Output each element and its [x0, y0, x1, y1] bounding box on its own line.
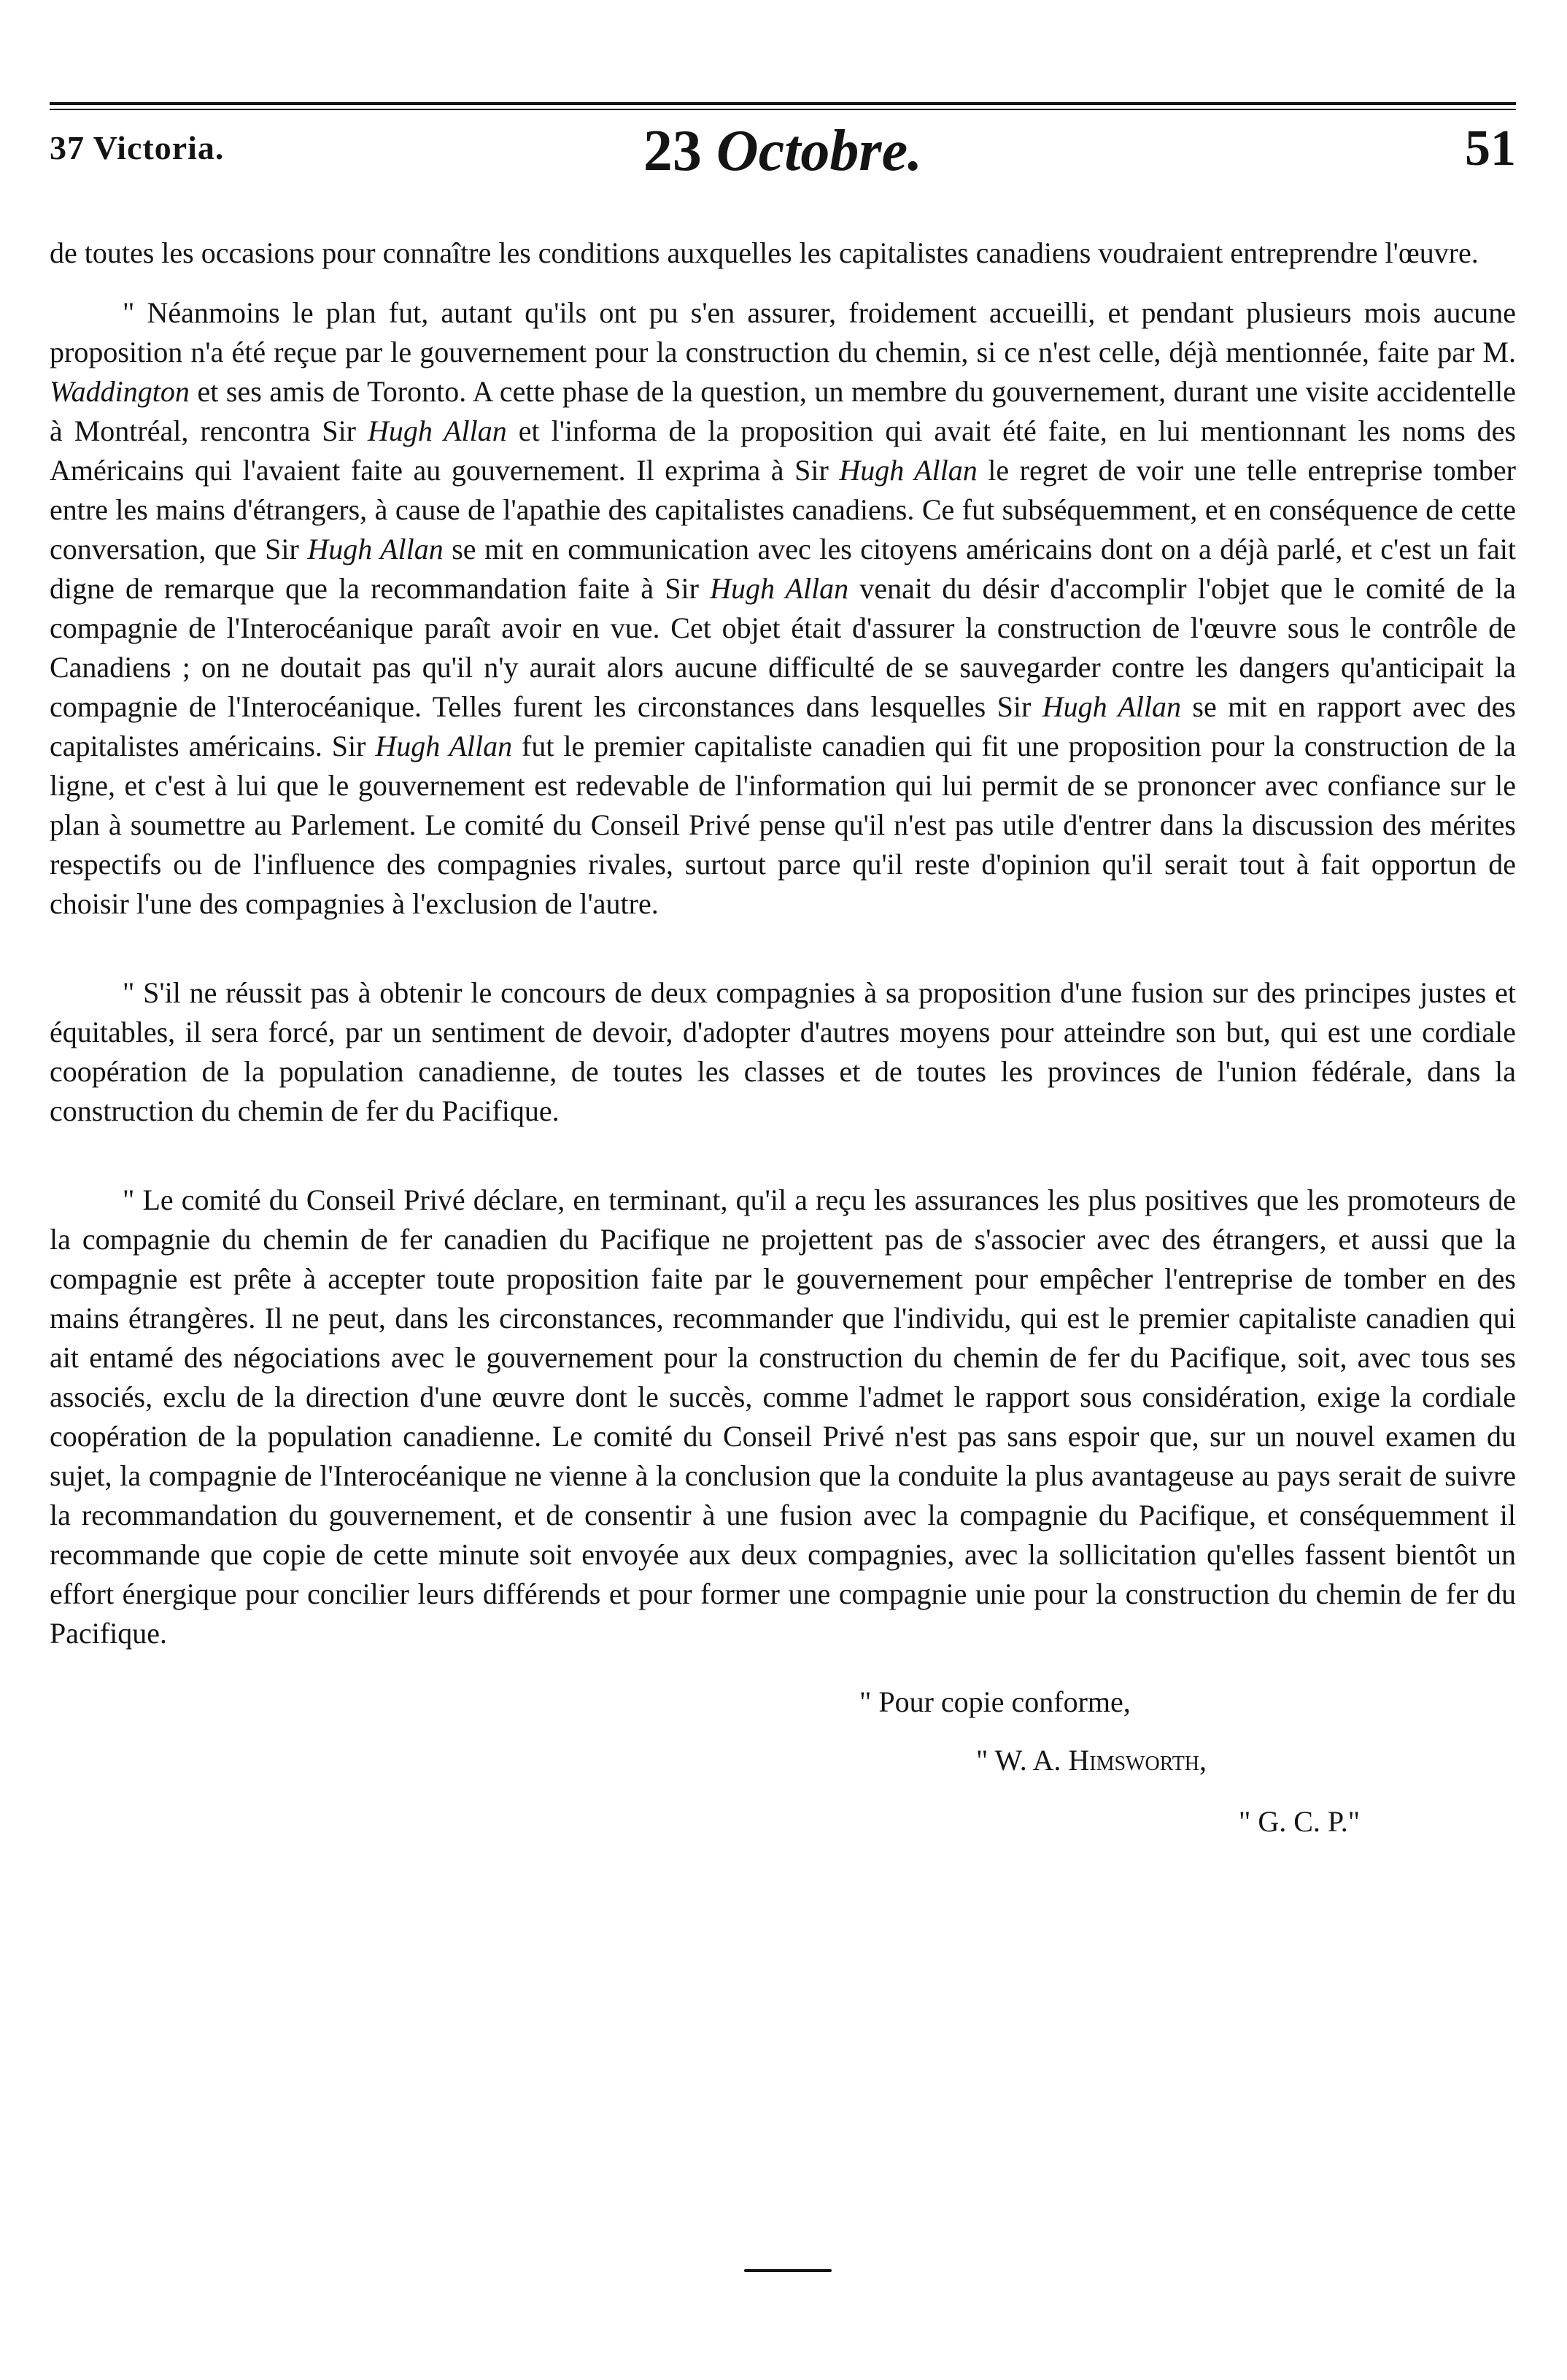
date-month: Octobre. — [716, 119, 923, 183]
running-head-date — [50, 118, 1516, 185]
italic-name: Hugh Allan — [710, 572, 849, 605]
paragraph-text: le regret de voir une telle entreprise tomber entre les mains d'étrangers, à cause de l'apathie des capitalistes canadiens. Ce fut subséquemment, et en conséquence de cette conversation, que Sir — [50, 454, 1516, 565]
page-number: 51 — [1465, 120, 1516, 177]
paragraph-text: se mit en rapport avec des capitalistes américains. Sir — [50, 690, 1516, 762]
paragraph-text: se mit en communication avec les citoyens américains dont on a déjà parlé, et c'est un fait digne de remarque que la recommandation faite à Sir — [50, 533, 1516, 605]
italic-name: Hugh Allan — [375, 730, 513, 762]
italic-name: Hugh Allan — [1042, 690, 1181, 723]
signature-copy-line: " Pour copie conforme, — [859, 1685, 1131, 1718]
signature-block — [50, 1682, 1516, 1872]
document-page — [50, 36, 1516, 1872]
date-day: 23 — [643, 119, 702, 183]
italic-name: Waddington — [50, 375, 190, 408]
paragraph-text: venait du désir d'accomplir l'objet que le comité de la compagnie de l'Interocéanique paraît avoir en vue. Cet objet était d'assurer la construction de l'œuvre sous le contrôle de Canadiens ; on ne doutait pas qu'il n'y aurait alors aucune difficulté de se sauvegarder contre les dangers qu'anticipait la compagnie de l'Interocéanique. Telles furent les circonstances dans lesquelles Sir — [50, 572, 1516, 723]
paragraph-text: et ses amis de Toronto. A cette phase de la question, un membre du gouvernement, durant une visite accidentelle à Montréal, rencontra Sir — [50, 375, 1516, 447]
signature-name-line — [976, 1741, 1207, 1780]
document-body — [50, 233, 1516, 1653]
header-double-rule — [50, 102, 1516, 112]
italic-name: Hugh Allan — [839, 454, 978, 487]
paragraph-fusion: " S'il ne réussit pas à obtenir le concours de deux compagnies à sa proposition d'une fusion sur des principes justes et équitables, il sera forcé, par un sentiment de devoir, d'adopter d'autres moyens pour atteindre son but, qui est une cordiale coopération de la population canadienne, de toutes les classes et de toutes les provinces de l'union fédérale, dans la construction du chemin de fer du Pacifique. — [50, 976, 1516, 1127]
signature-title-line: " G. C. P." — [1239, 1805, 1361, 1838]
paragraph-neanmoins — [50, 293, 1516, 924]
paragraph-text: et l'informa de la proposition qui avait été faite, en lui mentionnant les noms des Américains qui l'avaient faite au gouvernement. Il exprima à Sir — [50, 414, 1516, 487]
paragraph-text: fut le premier capitaliste canadien qui fit une proposition pour la construction de la ligne, et c'est à lui que le gouvernement est redevable de l'information qui lui permit de se prononcer avec confiance sur le plan à soumettre au Parlement. Le comité du Conseil Privé pense qu'il n'est pas utile d'entrer dans la discussion des mérites respectifs ou de l'influence des compagnies rivales, surtout parce qu'il reste d'opinion qu'il serait tout à fait opportun de choisir l'une des compagnies à l'exclusion de l'autre. — [50, 730, 1517, 920]
running-head-left: 37 Victoria. — [50, 129, 225, 166]
page-header — [50, 102, 1516, 190]
signature-initials: " W. A. — [976, 1744, 1069, 1777]
signature-surname: Himsworth, — [1068, 1744, 1207, 1777]
paragraph-continued: de toutes les occasions pour connaître les conditions auxquelles les capitalistes canadiens voudraient entreprendre l'œuvre. — [50, 236, 1479, 269]
end-ornament-rule — [744, 2266, 832, 2275]
paragraph-conclusion: " Le comité du Conseil Privé déclare, en terminant, qu'il a reçu les assurances les plus positives que les promoteurs de la compagnie du chemin de fer canadien du Pacifique ne projettent pas de s'associer avec des étrangers, et aussi que la compagnie est prête à accepter toute proposition faite par le gouvernement pour empêcher l'entreprise de tomber en des mains étrangères. Il ne peut, dans les circonstances, recommander que l'individu, qui est le premier capitaliste canadien qui ait entamé des négociations avec le gouvernement pour la construction du chemin de fer du Pacifique, soit, avec tous ses associés, exclu de la direction d'une œuvre dont le succès, comme l'admet le rapport sous considération, exige la cordiale coopération de la population canadienne. Le comité du Conseil Privé n'est pas sans espoir que, sur un nouvel examen du sujet, la compagnie de l'Interocéanique ne vienne à la conclusion que la conduite la plus avantageuse au pays serait de suivre la recommandation du gouvernement, et de consentir à une fusion avec la compagnie du Pacifique, et conséquemment il recommande que copie de cette minute soit envoyée aux deux compagnies, avec la sollicitation qu'elles fassent bientôt un effort énergique pour concilier leurs différends et pour former une compagnie unie pour la construction du chemin de fer du Pacifique. — [50, 1183, 1516, 1650]
paragraph-text: " Néanmoins le plan fut, autant qu'ils ont pu s'en assurer, froidement accueilli, et pendant plusieurs mois aucune proposition n'a été reçue par le gouvernement pour la construction du chemin, si ce n'est celle, déjà mentionnée, faite par M. — [50, 296, 1516, 368]
italic-name: Hugh Allan — [367, 414, 507, 447]
italic-name: Hugh Allan — [307, 533, 444, 565]
